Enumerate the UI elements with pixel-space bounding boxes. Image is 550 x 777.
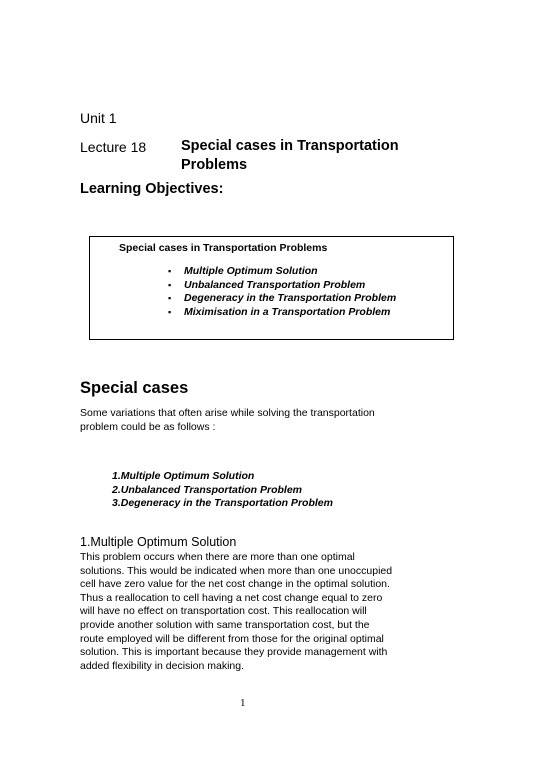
paragraph-line: will have no effect on transportation cost. This reallocation will — [80, 605, 367, 618]
list-item: 2.Unbalanced Transportation Problem — [112, 483, 303, 496]
objective-item: ▪ Miximisation in a Transportation Problem — [168, 305, 391, 318]
paragraph-line: added flexibility in decision making. — [80, 659, 245, 672]
multiple-optimum-paragraph — [80, 551, 490, 673]
paragraph-line: Thus a reallocation to cell having a net cost change equal to zero — [80, 591, 383, 604]
list-item: 1.Multiple Optimum Solution — [112, 470, 255, 482]
multiple-optimum-heading: 1.Multiple Optimum Solution — [80, 535, 237, 549]
learning-objectives-heading: Learning Objectives: — [80, 181, 224, 197]
lecture-title: Special cases in Transportation Problems — [181, 138, 399, 173]
square-bullet-icon: ▪ — [168, 279, 172, 290]
square-bullet-icon: ▪ — [168, 266, 172, 276]
objective-item: ▪ Multiple Optimum Solution — [168, 265, 318, 277]
objectives-box-title: Special cases in Transportation Problems — [119, 242, 328, 254]
intro-line: problem could be as follows : — [80, 420, 216, 433]
objectives-box — [89, 236, 454, 340]
page-number: 1 — [240, 697, 246, 709]
special-cases-heading: Special cases — [80, 379, 189, 397]
objective-item: ▪ Unbalanced Transportation Problem — [168, 278, 366, 291]
special-cases-list — [112, 470, 333, 511]
square-bullet-icon: ▪ — [168, 306, 172, 317]
intro-line: Some variations that often arise while solving the transportation — [80, 407, 375, 419]
paragraph-line: cell have zero value for the net cost change in the optimal solution. — [80, 578, 390, 591]
list-item: 3.Degeneracy in the Transportation Problem — [112, 497, 333, 509]
unit-label: Unit 1 — [80, 110, 117, 126]
paragraph-line: solution. This is important because they provide management with — [80, 646, 388, 659]
paragraph-line: provide another solution with same transportation cost, but the — [80, 618, 370, 631]
square-bullet-icon: ▪ — [168, 293, 172, 303]
lecture-number: Lecture 18 — [80, 139, 147, 155]
objective-item: ▪ Degeneracy in the Transportation Problem — [168, 292, 397, 304]
paragraph-line: This problem occurs when there are more than one optimal — [80, 551, 355, 563]
paragraph-line: route employed will be different from those for the original optimal — [80, 632, 384, 645]
paragraph-line: solutions. This would be indicated when more than one unoccupied — [80, 564, 393, 577]
objectives-list — [168, 265, 396, 319]
special-cases-intro — [80, 407, 480, 434]
